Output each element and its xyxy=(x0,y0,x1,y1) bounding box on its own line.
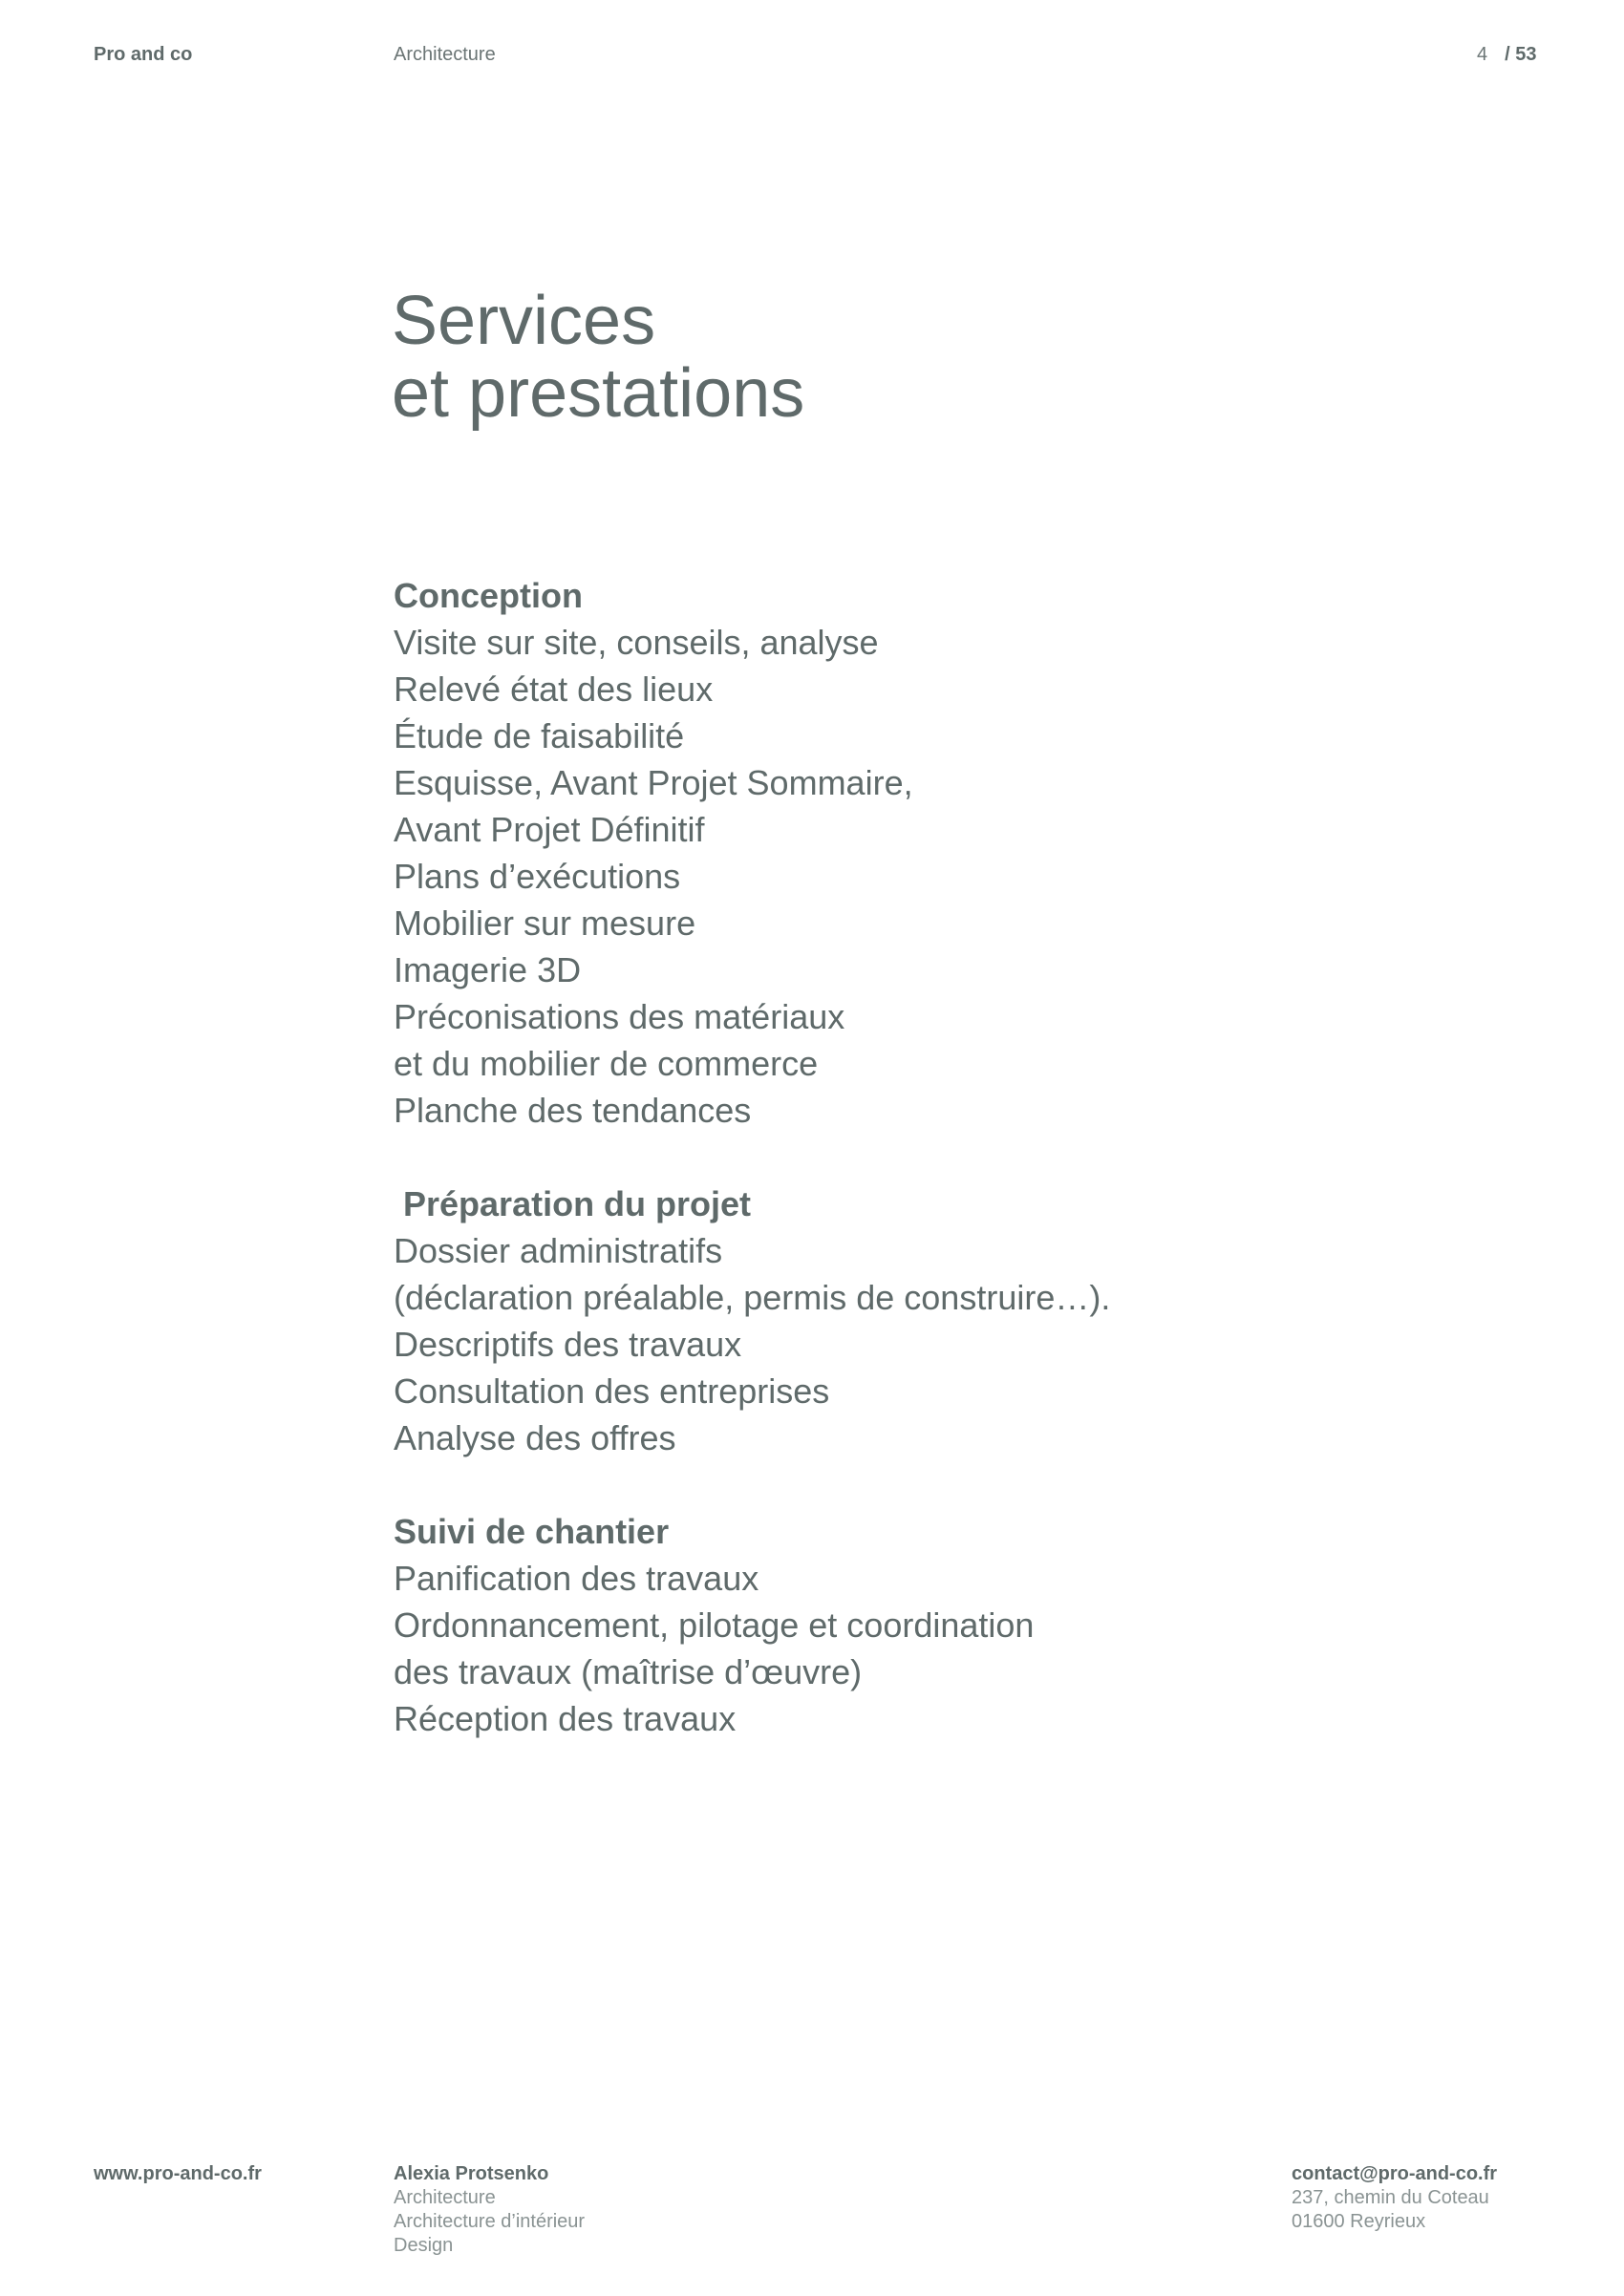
list-item: Préconisations des matériaux xyxy=(394,997,845,1036)
list-item: Esquisse, Avant Projet Sommaire, xyxy=(394,763,913,802)
person-name: Alexia Protsenko xyxy=(394,2163,549,2184)
list-item: Panification des travaux xyxy=(394,1559,759,1598)
list-item: Descriptifs des travaux xyxy=(394,1325,742,1364)
list-item: Consultation des entreprises xyxy=(394,1371,830,1411)
list-item: Réception des travaux xyxy=(394,1699,737,1738)
list-item: Ordonnancement, pilotage et coordination xyxy=(394,1605,1035,1645)
list-item: Imagerie 3D xyxy=(394,950,582,989)
section-heading: Préparation du projet xyxy=(403,1184,752,1223)
footer-contact xyxy=(1292,2162,1497,2234)
page-title-line-1: Services xyxy=(392,283,656,359)
list-item: Étude de faisabilité xyxy=(394,716,685,755)
page-title-line-2: et prestations xyxy=(392,355,805,432)
website-link[interactable]: www.pro-and-co.fr xyxy=(94,2163,262,2184)
list-item: Mobilier sur mesure xyxy=(394,904,696,943)
footer-person xyxy=(394,2162,585,2258)
person-role: Architecture xyxy=(394,2187,496,2208)
section-heading: Suivi de chantier xyxy=(394,1512,670,1551)
list-item: des travaux (maîtrise d’œuvre) xyxy=(394,1652,863,1691)
address-line: 01600 Reyrieux xyxy=(1292,2211,1426,2232)
address-line: 237, chemin du Coteau xyxy=(1292,2187,1489,2208)
page-title xyxy=(392,285,804,430)
list-item: (déclaration préalable, permis de construire…). xyxy=(394,1278,1111,1317)
page-total: / 53 xyxy=(1505,44,1537,65)
section-conception xyxy=(394,572,1349,1134)
header-brand: Pro and co xyxy=(94,44,193,65)
section-suivi-chantier xyxy=(394,1508,1349,1742)
section-heading: Conception xyxy=(394,576,583,615)
contact-email-link[interactable]: contact@pro-and-co.fr xyxy=(1292,2163,1498,2184)
list-item: Analyse des offres xyxy=(394,1418,676,1457)
list-item: Avant Projet Définitif xyxy=(394,810,705,849)
footer-website xyxy=(94,2162,262,2186)
list-item: Planche des tendances xyxy=(394,1091,752,1130)
list-item: et du mobilier de commerce xyxy=(394,1044,819,1083)
page-current: 4 xyxy=(1477,44,1488,65)
list-item: Plans d’exécutions xyxy=(394,857,681,896)
page-number xyxy=(1477,44,1536,66)
list-item: Visite sur site, conseils, analyse xyxy=(394,623,879,662)
list-item: Relevé état des lieux xyxy=(394,670,714,709)
list-item: Dossier administratifs xyxy=(394,1231,723,1270)
services-list xyxy=(394,572,1349,1789)
person-role: Architecture d’intérieur xyxy=(394,2211,586,2232)
section-preparation xyxy=(394,1180,1349,1461)
person-role: Design xyxy=(394,2235,454,2256)
header-section-label: Architecture xyxy=(394,44,496,65)
